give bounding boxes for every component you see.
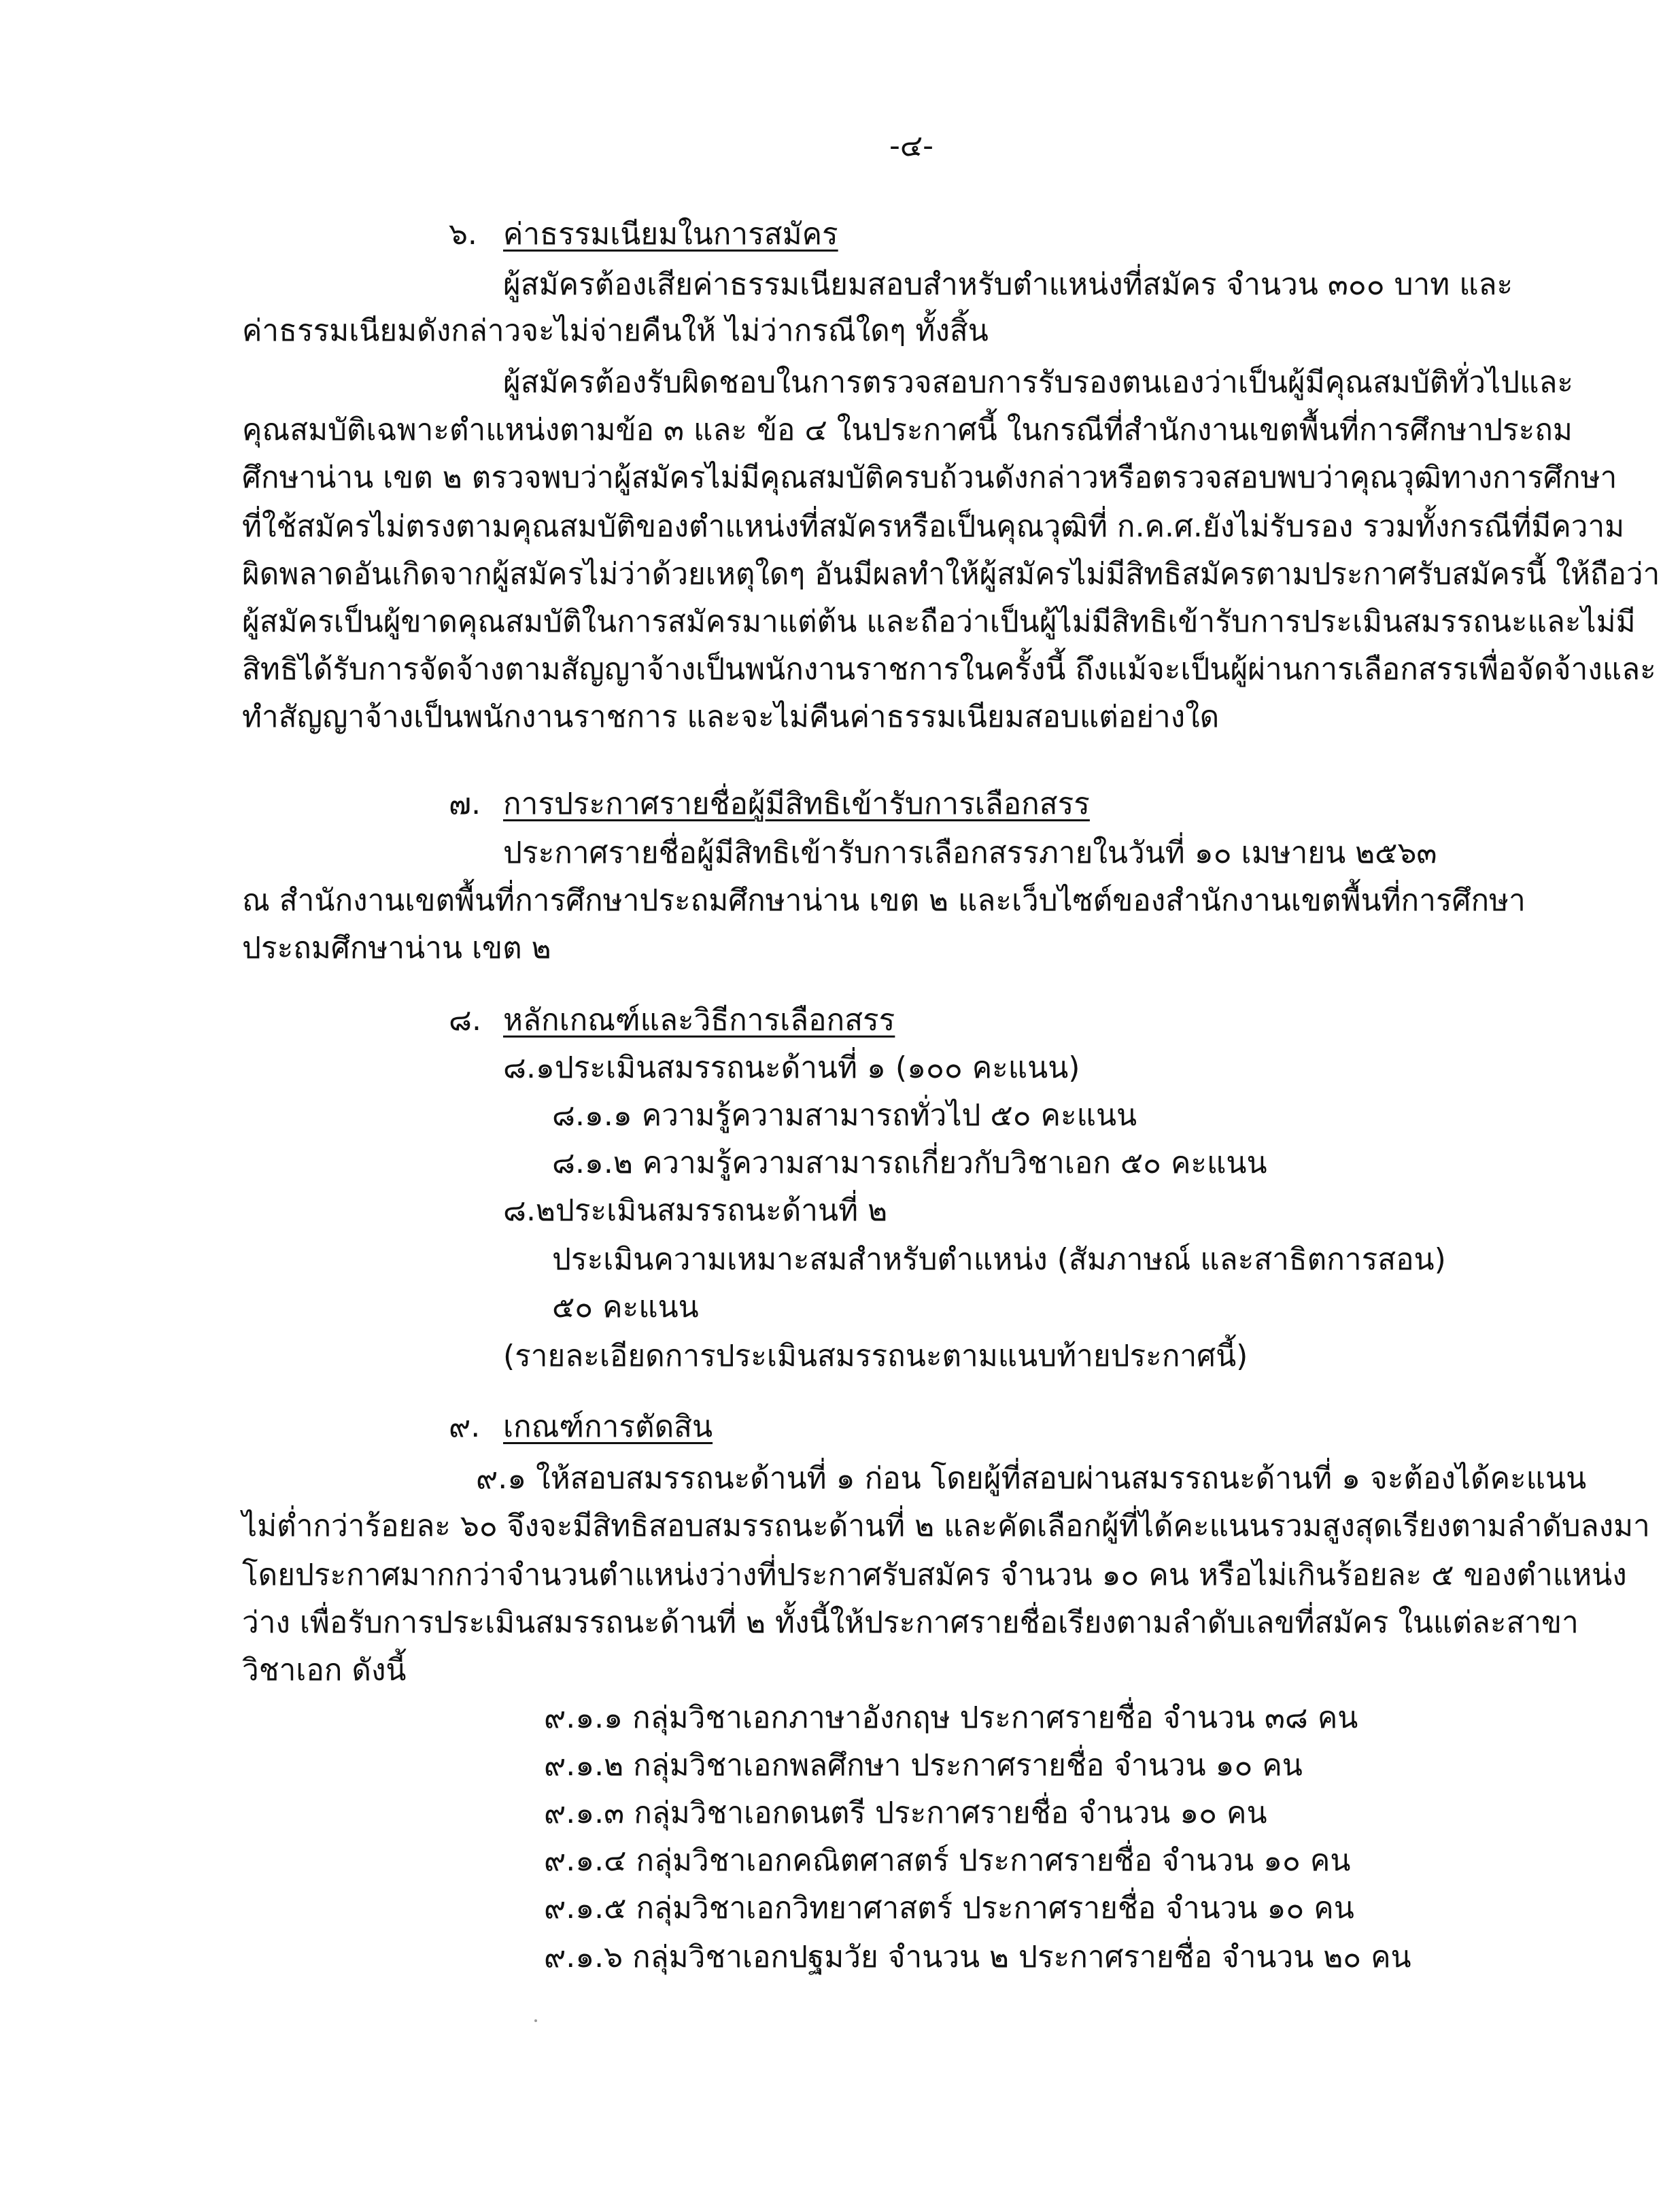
section-7-line: ประกาศรายชื่อผู้มีสิทธิเข้ารับการเลือกสรรภายในวันที่ ๑๐ เมษายน ๒๕๖๓: [503, 836, 1437, 870]
section-6-line: ค่าธรรมเนียมดังกล่าวจะไม่จ่ายคืนให้ ไม่ว่ากรณีใดๆ ทั้งสิ้น: [242, 313, 989, 348]
section-9-heading: เกณฑ์การตัดสิน: [503, 1409, 713, 1444]
section-6-line: ผู้สมัครต้องรับผิดชอบในการตรวจสอบการรับรองตนเองว่าเป็นผู้มีคุณสมบัติทั่วไปและ: [503, 365, 1574, 400]
section-9-line: ไม่ต่ำกว่าร้อยละ ๖๐ จึงจะมีสิทธิสอบสมรรถนะด้านที่ ๒ และคัดเลือกผู้ที่ได้คะแนนรวมสูงสุดเรียงตามลำดับลงมา: [242, 1509, 1650, 1543]
section-7-number: ๗.: [449, 787, 481, 821]
section-6-line: ผิดพลาดอันเกิดจากผู้สมัครไม่ว่าด้วยเหตุใดๆ อันมีผลทำให้ผู้สมัครไม่มีสิทธิสมัครตามประกาศรับสมัครนี้ ให้ถือว่า: [242, 557, 1660, 592]
scan-speck: [534, 2019, 537, 2022]
section-9-group-line: ๙.๑.๖ กลุ่มวิชาเอกปฐมวัย จำนวน ๒ ประกาศรายชื่อ จำนวน ๒๐ คน: [544, 1940, 1411, 1974]
section-6-line: สิทธิได้รับการจัดจ้างตามสัญญาจ้างเป็นพนักงานราชการในครั้งนี้ ถึงแม้จะเป็นผู้ผ่านการเลือกสรรเพื่อจัดจ้างและ: [242, 652, 1656, 687]
section-6-line: ศึกษาน่าน เขต ๒ ตรวจพบว่าผู้สมัครไม่มีคุณสมบัติครบถ้วนดังกล่าวหรือตรวจสอบพบว่าคุณวุฒิทางการศึกษา: [242, 460, 1617, 495]
section-9-line: ว่าง เพื่อรับการประเมินสมรรถนะด้านที่ ๒ ทั้งนี้ให้ประกาศรายชื่อเรียงตามลำดับเลขที่สมัคร ในแต่ละสาขา: [242, 1605, 1579, 1640]
section-9-group-line: ๙.๑.๕ กลุ่มวิชาเอกวิทยาศาสตร์ ประกาศรายชื่อ จำนวน ๑๐ คน: [544, 1891, 1354, 1926]
section-9-group-line: ๙.๑.๓ กลุ่มวิชาเอกดนตรี ประกาศรายชื่อ จำนวน ๑๐ คน: [544, 1796, 1267, 1830]
section-8-line: ประเมินความเหมาะสมสำหรับตำแหน่ง (สัมภาษณ์ และสาธิตการสอน): [552, 1242, 1446, 1277]
section-9-group-line: ๙.๑.๒ กลุ่มวิชาเอกพลศึกษา ประกาศรายชื่อ จำนวน ๑๐ คน: [544, 1748, 1303, 1783]
section-6-line: ผู้สมัครต้องเสียค่าธรรมเนียมสอบสำหรับตำแหน่งที่สมัคร จำนวน ๓๐๐ บาท และ: [503, 267, 1513, 302]
section-8-number: ๘.: [449, 1003, 481, 1038]
section-8-line: ๘.๒ประเมินสมรรถนะด้านที่ ๒: [503, 1193, 888, 1228]
page-number: -๔-: [889, 129, 934, 163]
section-6-line: ผู้สมัครเป็นผู้ขาดคุณสมบัติในการสมัครมาแต่ต้น และถือว่าเป็นผู้ไม่มีสิทธิเข้ารับการประเมินสมรรถนะและไม่มี: [242, 604, 1636, 639]
section-7-line: ณ สำนักงานเขตพื้นที่การศึกษาประถมศึกษาน่าน เขต ๒ และเว็บไซต์ของสำนักงานเขตพื้นที่การศึกษา: [242, 883, 1526, 918]
section-9-line: วิชาเอก ดังนี้: [242, 1653, 407, 1688]
section-7-line: ประถมศึกษาน่าน เขต ๒: [242, 931, 551, 965]
section-8-heading: หลักเกณฑ์และวิธีการเลือกสรร: [503, 1003, 895, 1038]
section-6-line: ที่ใช้สมัครไม่ตรงตามคุณสมบัติของตำแหน่งที่สมัครหรือเป็นคุณวุฒิที่ ก.ค.ศ.ยังไม่รับรอง รวมทั้งกรณีที่มีความ: [242, 509, 1625, 544]
section-8-line: ๘.๑.๒ ความรู้ความสามารถเกี่ยวกับวิชาเอก ๕๐ คะแนน: [552, 1146, 1267, 1180]
section-8-line: (รายละเอียดการประเมินสมรรถนะตามแนบท้ายประกาศนี้): [503, 1339, 1248, 1373]
section-7-heading: การประกาศรายชื่อผู้มีสิทธิเข้ารับการเลือกสรร: [503, 787, 1090, 821]
section-6-heading: ค่าธรรมเนียมในการสมัคร: [503, 217, 838, 252]
section-9-line: โดยประกาศมากกว่าจำนวนตำแหน่งว่างที่ประกาศรับสมัคร จำนวน ๑๐ คน หรือไม่เกินร้อยละ ๕ ของตำแหน่ง: [242, 1558, 1627, 1592]
section-9-group-line: ๙.๑.๑ กลุ่มวิชาเอกภาษาอังกฤษ ประกาศรายชื่อ จำนวน ๓๘ คน: [544, 1700, 1358, 1735]
section-8-line: ๘.๑.๑ ความรู้ความสามารถทั่วไป ๕๐ คะแนน: [552, 1098, 1137, 1133]
section-6-number: ๖.: [449, 217, 477, 252]
section-6-line: ทำสัญญาจ้างเป็นพนักงานราชการ และจะไม่คืนค่าธรรมเนียมสอบแต่อย่างใด: [242, 700, 1220, 734]
section-9-line: ๙.๑ ให้สอบสมรรถนะด้านที่ ๑ ก่อน โดยผู้ที่สอบผ่านสมรรถนะด้านที่ ๑ จะต้องได้คะแนน: [476, 1461, 1587, 1496]
section-9-number: ๙.: [449, 1409, 481, 1444]
section-9-group-line: ๙.๑.๔ กลุ่มวิชาเอกคณิตศาสตร์ ประกาศรายชื่อ จำนวน ๑๐ คน: [544, 1843, 1351, 1878]
section-8-line: ๕๐ คะแนน: [552, 1290, 699, 1324]
section-8-line: ๘.๑ประเมินสมรรถนะด้านที่ ๑ (๑๐๐ คะแนน): [503, 1050, 1080, 1085]
section-6-line: คุณสมบัติเฉพาะตำแหน่งตามข้อ ๓ และ ข้อ ๔ ในประกาศนี้ ในกรณีที่สำนักงานเขตพื้นที่การศึกษาประถม: [242, 413, 1573, 447]
